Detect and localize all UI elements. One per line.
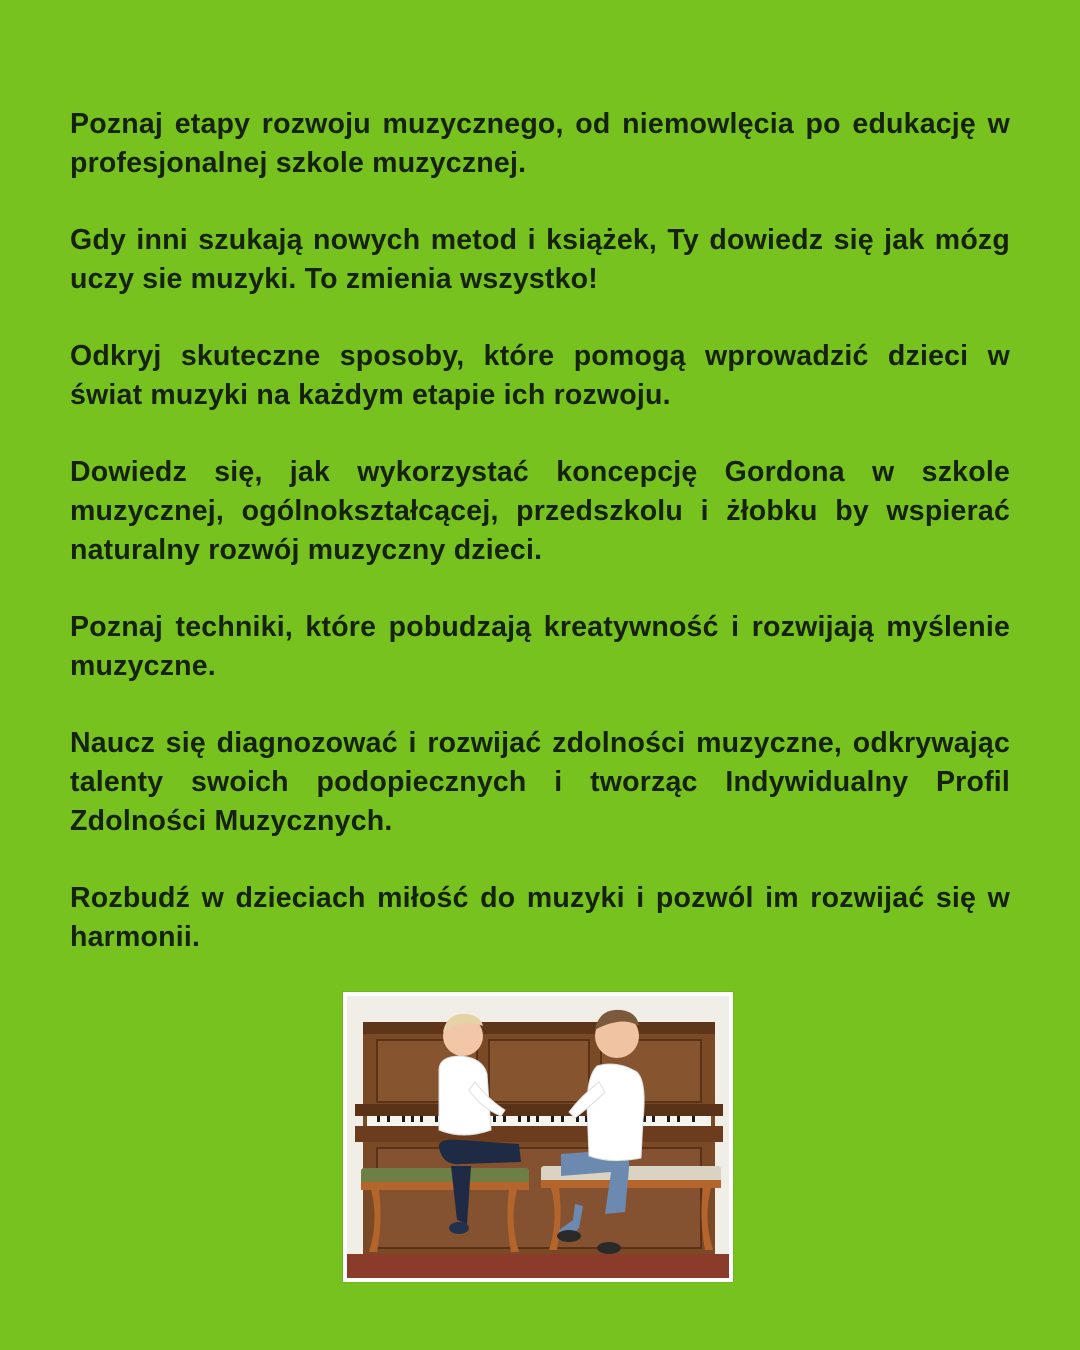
paragraph-7: Rozbudź w dzieciach miłość do muzyki i pozwól im rozwijać się w harmonii. bbox=[70, 882, 1010, 953]
paragraph-1: Poznaj etapy rozwoju muzycznego, od niemowlęcia po edukację w profesjonalnej szkole muzycznej. bbox=[70, 108, 1010, 179]
text-block bbox=[70, 105, 1010, 995]
paragraph-5: Poznaj techniki, które pobudzają kreatywność i rozwijają myślenie muzyczne. bbox=[70, 611, 1010, 682]
paragraph-3: Odkryj skuteczne sposoby, które pomogą wprowadzić dzieci w świat muzyki na każdym etapie ich rozwoju. bbox=[70, 340, 1010, 411]
photo-two-boys-at-piano bbox=[343, 992, 733, 1282]
paragraph-6: Naucz się diagnozować i rozwijać zdolności muzyczne, odkrywając talenty swoich podopiecznych i tworząc Indywidualny Profil Zdolności Muzycznych. bbox=[70, 727, 1010, 837]
paragraph-4: Dowiedz się, jak wykorzystać koncepcję Gordona w szkole muzycznej, ogólnokształcącej, przedszkolu i żłobku by wspierać naturalny rozwój muzyczny dzieci. bbox=[70, 456, 1010, 566]
paragraph-2: Gdy inni szukają nowych metod i książek, Ty dowiedz się jak mózg uczy sie muzyki. To zmienia wszystko! bbox=[70, 224, 1010, 295]
piano-photo-illustration bbox=[347, 996, 729, 1278]
